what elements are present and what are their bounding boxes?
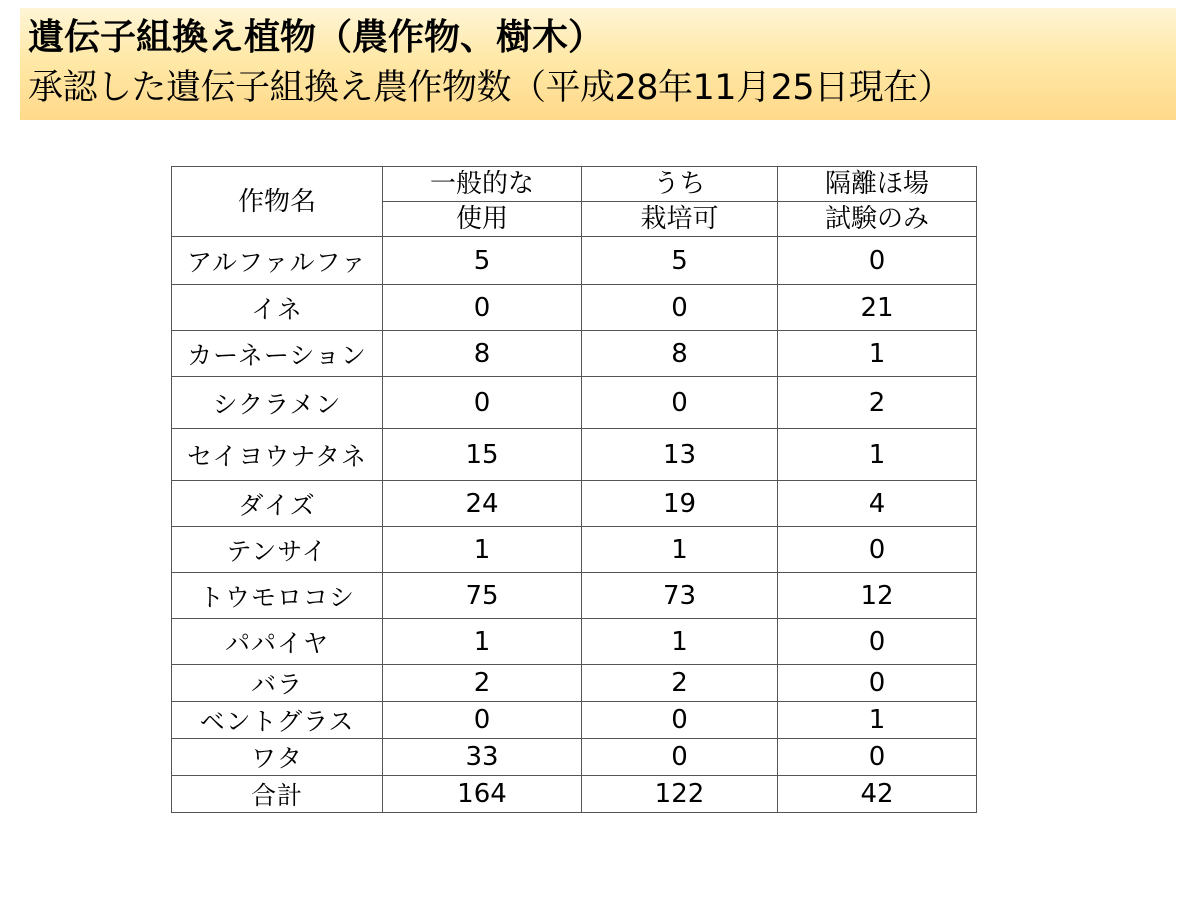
table-total-row: [172, 776, 977, 813]
approved-crops-table: [171, 166, 977, 813]
cell-general: 164: [383, 776, 582, 813]
cell-isolated: 0: [778, 527, 977, 573]
cell-isolated: 21: [778, 285, 977, 331]
cell-isolated: 0: [778, 739, 977, 776]
cell-isolated: 0: [778, 237, 977, 285]
column-header-general-bottom: 使用: [383, 202, 582, 237]
cell-cultivable: 0: [582, 285, 778, 331]
cell-general: 33: [383, 739, 582, 776]
table-row: [172, 527, 977, 573]
crop-name-cell: イネ: [172, 285, 383, 331]
cell-isolated: 12: [778, 573, 977, 619]
cell-isolated: 0: [778, 619, 977, 665]
crop-name-cell: ワタ: [172, 739, 383, 776]
crop-name-cell: トウモロコシ: [172, 573, 383, 619]
cell-cultivable: 0: [582, 377, 778, 429]
cell-cultivable: 0: [582, 739, 778, 776]
table-row: [172, 429, 977, 481]
cell-general: 5: [383, 237, 582, 285]
cell-general: 0: [383, 377, 582, 429]
cell-cultivable: 73: [582, 573, 778, 619]
table-row: [172, 665, 977, 702]
cell-general: 8: [383, 331, 582, 377]
cell-general: 24: [383, 481, 582, 527]
column-header-cultivable-top: うち: [582, 167, 778, 202]
cell-general: 1: [383, 619, 582, 665]
column-header-crop: 作物名: [172, 167, 383, 237]
cell-general: 15: [383, 429, 582, 481]
crop-name-cell: テンサイ: [172, 527, 383, 573]
cell-cultivable: 1: [582, 619, 778, 665]
table-header-row-top: [172, 167, 977, 202]
cell-cultivable: 8: [582, 331, 778, 377]
cell-general: 1: [383, 527, 582, 573]
crop-name-cell: バラ: [172, 665, 383, 702]
column-header-cultivable-bottom: 栽培可: [582, 202, 778, 237]
crop-name-cell: パパイヤ: [172, 619, 383, 665]
cell-general: 75: [383, 573, 582, 619]
crop-name-cell: カーネーション: [172, 331, 383, 377]
column-header-isolated-top: 隔離ほ場: [778, 167, 977, 202]
cell-cultivable: 13: [582, 429, 778, 481]
cell-general: 2: [383, 665, 582, 702]
slide-subtitle: 承認した遺伝子組換え農作物数（平成28年11月25日現在）: [28, 68, 953, 108]
cell-general: 0: [383, 702, 582, 739]
cell-cultivable: 1: [582, 527, 778, 573]
cell-cultivable: 2: [582, 665, 778, 702]
table-row: [172, 285, 977, 331]
cell-cultivable: 0: [582, 702, 778, 739]
column-header-general-top: 一般的な: [383, 167, 582, 202]
crop-name-cell: アルファルファ: [172, 237, 383, 285]
table-row: [172, 377, 977, 429]
table-row: [172, 331, 977, 377]
cell-isolated: 42: [778, 776, 977, 813]
cell-isolated: 1: [778, 331, 977, 377]
column-header-isolated-bottom: 試験のみ: [778, 202, 977, 237]
cell-cultivable: 122: [582, 776, 778, 813]
cell-isolated: 4: [778, 481, 977, 527]
table-row: [172, 573, 977, 619]
cell-isolated: 2: [778, 377, 977, 429]
cell-isolated: 1: [778, 429, 977, 481]
cell-isolated: 0: [778, 665, 977, 702]
table-body: [172, 237, 977, 813]
slide-title: 遺伝子組換え植物（農作物、樹木）: [28, 17, 605, 58]
crop-name-cell: セイヨウナタネ: [172, 429, 383, 481]
cell-isolated: 1: [778, 702, 977, 739]
table-row: [172, 237, 977, 285]
table-row: [172, 702, 977, 739]
cell-cultivable: 5: [582, 237, 778, 285]
crop-name-cell: シクラメン: [172, 377, 383, 429]
slide-header: [20, 8, 1176, 120]
crop-name-cell: ダイズ: [172, 481, 383, 527]
crop-name-cell: 合計: [172, 776, 383, 813]
table-row: [172, 481, 977, 527]
cell-general: 0: [383, 285, 582, 331]
cell-cultivable: 19: [582, 481, 778, 527]
crop-name-cell: ベントグラス: [172, 702, 383, 739]
table-row: [172, 619, 977, 665]
table-row: [172, 739, 977, 776]
